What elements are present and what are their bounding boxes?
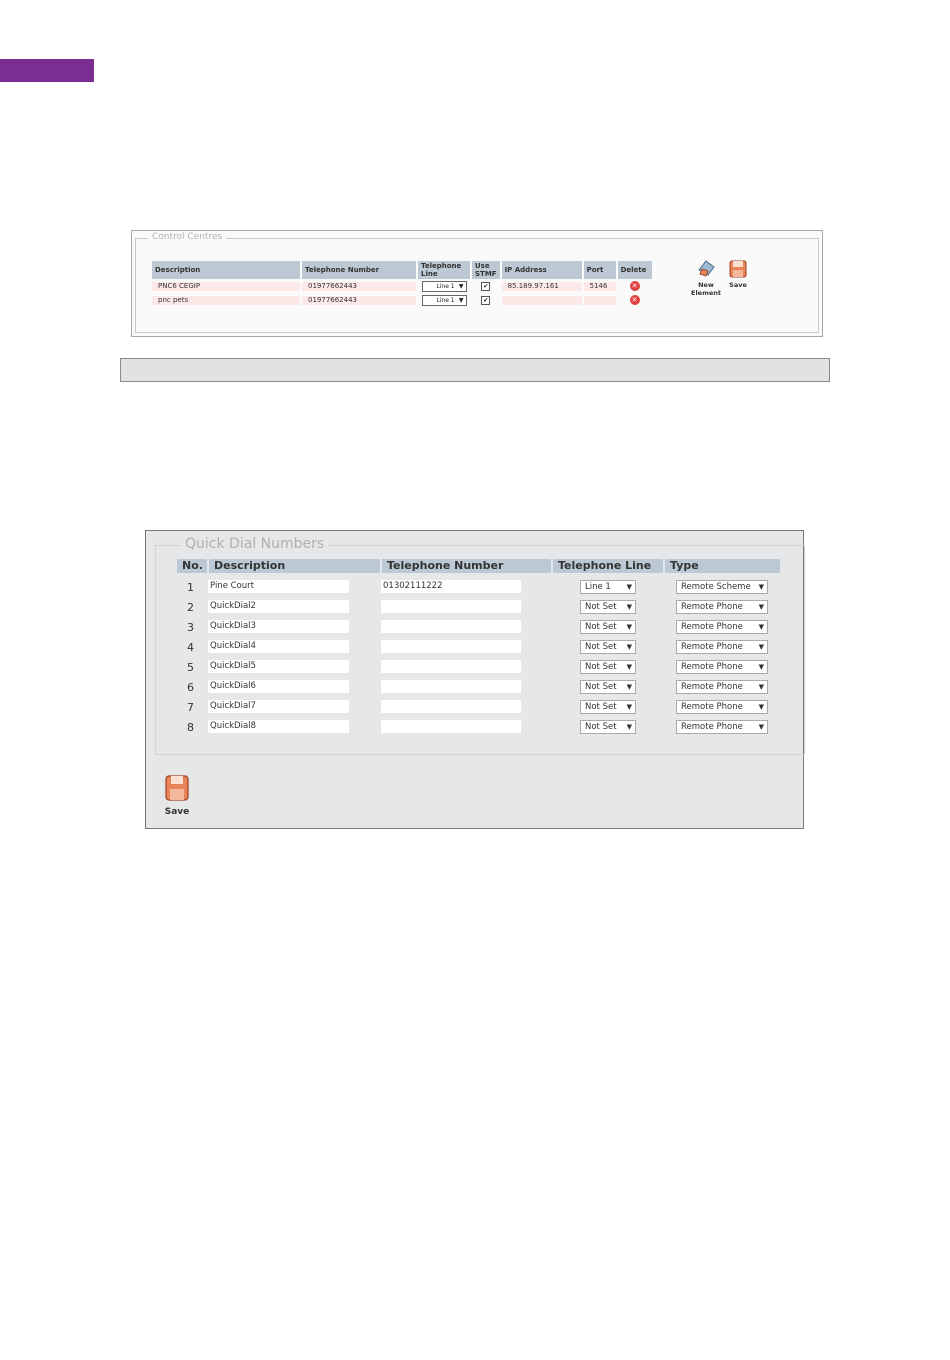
status-bar — [120, 358, 830, 382]
table-row — [152, 279, 652, 293]
telephone-number-input[interactable]: 01302111222 — [381, 580, 521, 593]
telephone-number-input[interactable] — [381, 660, 521, 673]
description-input[interactable]: QuickDial5 — [208, 660, 349, 673]
save-label: Save — [164, 807, 190, 817]
quick-dial-legend: Quick Dial Numbers — [181, 536, 328, 552]
telephone-number-input[interactable] — [381, 700, 521, 713]
table-row — [152, 293, 652, 307]
floppy-disk-icon — [163, 774, 191, 804]
use-stmf-checkbox[interactable]: ✔ — [483, 296, 489, 304]
chevron-down-icon: ▼ — [758, 623, 764, 631]
telephone-line-select[interactable] — [580, 620, 636, 634]
description-input[interactable]: QuickDial4 — [208, 640, 349, 653]
type-value: Remote Scheme — [681, 582, 751, 592]
row-number: 6 — [187, 681, 194, 694]
telephone-line-select[interactable] — [580, 700, 636, 714]
new-element-icon — [696, 259, 716, 279]
col-description: Description — [152, 261, 300, 279]
section-tab-marker — [0, 59, 94, 82]
table-row — [146, 717, 805, 737]
new-element-label-line1: New — [698, 281, 714, 289]
save-button[interactable] — [160, 774, 194, 817]
col-delete: Delete — [618, 261, 652, 279]
telephone-number-input[interactable] — [381, 640, 521, 653]
row-number: 4 — [187, 641, 194, 654]
telephone-line-select[interactable] — [580, 640, 636, 654]
row-number: 7 — [187, 701, 194, 714]
telephone-line-value: Not Set — [585, 642, 617, 652]
telephone-line-select[interactable] — [422, 281, 467, 292]
description-field[interactable]: PNC6 CEGIP — [152, 282, 300, 291]
col-description: Description — [209, 559, 380, 573]
table-row — [146, 577, 805, 597]
telephone-number-input[interactable] — [381, 620, 521, 633]
telephone-line-value: Line 1 — [436, 296, 455, 304]
type-value: Remote Phone — [681, 622, 743, 632]
table-row — [146, 617, 805, 637]
row-number: 3 — [187, 621, 194, 634]
chevron-down-icon: ▼ — [758, 583, 764, 591]
col-telephone-line-text1: Telephone — [421, 262, 462, 270]
type-value: Remote Phone — [681, 662, 743, 672]
table-row — [146, 697, 805, 717]
use-stmf-checkbox[interactable]: ✔ — [483, 282, 489, 290]
save-label: Save — [729, 281, 747, 289]
control-centres-legend: Control Centres — [148, 232, 226, 242]
control-centres-table — [150, 261, 654, 307]
type-value: Remote Phone — [681, 702, 743, 712]
new-element-label-line2: Element — [691, 289, 721, 297]
col-telephone-line-text2: Line — [421, 270, 438, 278]
chevron-down-icon: ▼ — [626, 643, 632, 651]
col-use-stmf-text1: Use — [475, 262, 490, 270]
col-telephone-line: Telephone Line — [553, 559, 663, 573]
table-row — [146, 677, 805, 697]
description-input[interactable]: QuickDial3 — [208, 620, 349, 633]
description-input[interactable]: QuickDial8 — [208, 720, 349, 733]
type-select[interactable] — [676, 700, 768, 714]
type-select[interactable] — [676, 640, 768, 654]
telephone-number-field[interactable]: 01977662443 — [302, 296, 416, 305]
telephone-line-value: Not Set — [585, 682, 617, 692]
port-field[interactable]: 5146 — [584, 282, 616, 291]
col-telephone-number: Telephone Number — [302, 261, 416, 279]
type-select[interactable] — [676, 580, 768, 594]
col-use-stmf-text2: STMF — [475, 270, 497, 278]
description-field[interactable]: pnc pets — [152, 296, 300, 305]
control-centres-panel — [131, 230, 823, 337]
chevron-down-icon: ▼ — [626, 623, 632, 631]
table-row — [146, 597, 805, 617]
ip-address-field[interactable]: 85.189.97.161 — [502, 282, 582, 291]
table-row — [146, 657, 805, 677]
ip-address-field[interactable] — [502, 296, 582, 305]
telephone-line-select[interactable] — [580, 580, 636, 594]
col-telephone-line — [418, 261, 470, 279]
type-value: Remote Phone — [681, 682, 743, 692]
col-type: Type — [665, 559, 780, 573]
port-field[interactable] — [584, 296, 616, 305]
row-number: 5 — [187, 661, 194, 674]
save-button[interactable] — [718, 259, 758, 289]
delete-icon[interactable]: ✕ — [630, 295, 640, 305]
chevron-down-icon: ▼ — [458, 296, 464, 304]
telephone-number-input[interactable] — [381, 720, 521, 733]
telephone-line-value: Not Set — [585, 702, 617, 712]
type-select[interactable] — [676, 600, 768, 614]
type-select[interactable] — [676, 620, 768, 634]
telephone-line-select[interactable] — [580, 600, 636, 614]
description-input[interactable]: QuickDial6 — [208, 680, 349, 693]
telephone-line-select[interactable] — [580, 660, 636, 674]
telephone-line-value: Line 1 — [585, 582, 611, 592]
chevron-down-icon: ▼ — [626, 703, 632, 711]
row-number: 8 — [187, 721, 194, 734]
type-value: Remote Phone — [681, 722, 743, 732]
telephone-line-value: Not Set — [585, 662, 617, 672]
col-ip-address: IP Address — [502, 261, 582, 279]
chevron-down-icon: ▼ — [626, 663, 632, 671]
type-select[interactable] — [676, 680, 768, 694]
telephone-number-input[interactable] — [381, 680, 521, 693]
chevron-down-icon: ▼ — [758, 663, 764, 671]
quick-dial-panel — [145, 530, 804, 829]
description-input[interactable]: Pine Court — [208, 580, 349, 593]
chevron-down-icon: ▼ — [758, 723, 764, 731]
telephone-line-value: Not Set — [585, 622, 617, 632]
telephone-line-value: Not Set — [585, 722, 617, 732]
table-header-row — [152, 261, 652, 279]
description-input[interactable]: QuickDial7 — [208, 700, 349, 713]
chevron-down-icon: ▼ — [626, 723, 632, 731]
telephone-number-field[interactable]: 01977662443 — [302, 282, 416, 291]
type-value: Remote Phone — [681, 602, 743, 612]
type-value: Remote Phone — [681, 642, 743, 652]
col-telephone-number: Telephone Number — [382, 559, 551, 573]
type-select[interactable] — [676, 720, 768, 734]
col-no: No. — [177, 559, 207, 573]
chevron-down-icon: ▼ — [626, 683, 632, 691]
telephone-number-input[interactable] — [381, 600, 521, 613]
row-number: 1 — [187, 581, 194, 594]
telephone-line-select[interactable] — [580, 720, 636, 734]
telephone-line-value: Line 1 — [436, 282, 455, 290]
col-use-stmf — [472, 261, 500, 279]
telephone-line-value: Not Set — [585, 602, 617, 612]
delete-icon[interactable]: ✕ — [630, 281, 640, 291]
chevron-down-icon: ▼ — [626, 603, 632, 611]
description-input[interactable]: QuickDial2 — [208, 600, 349, 613]
chevron-down-icon: ▼ — [458, 282, 464, 290]
telephone-line-select[interactable] — [580, 680, 636, 694]
table-row — [146, 637, 805, 657]
col-port: Port — [584, 261, 616, 279]
type-select[interactable] — [676, 660, 768, 674]
chevron-down-icon: ▼ — [626, 583, 632, 591]
chevron-down-icon: ▼ — [758, 643, 764, 651]
chevron-down-icon: ▼ — [758, 703, 764, 711]
telephone-line-select[interactable] — [422, 295, 467, 306]
floppy-disk-icon — [728, 259, 748, 279]
chevron-down-icon: ▼ — [758, 603, 764, 611]
chevron-down-icon: ▼ — [758, 683, 764, 691]
row-number: 2 — [187, 601, 194, 614]
